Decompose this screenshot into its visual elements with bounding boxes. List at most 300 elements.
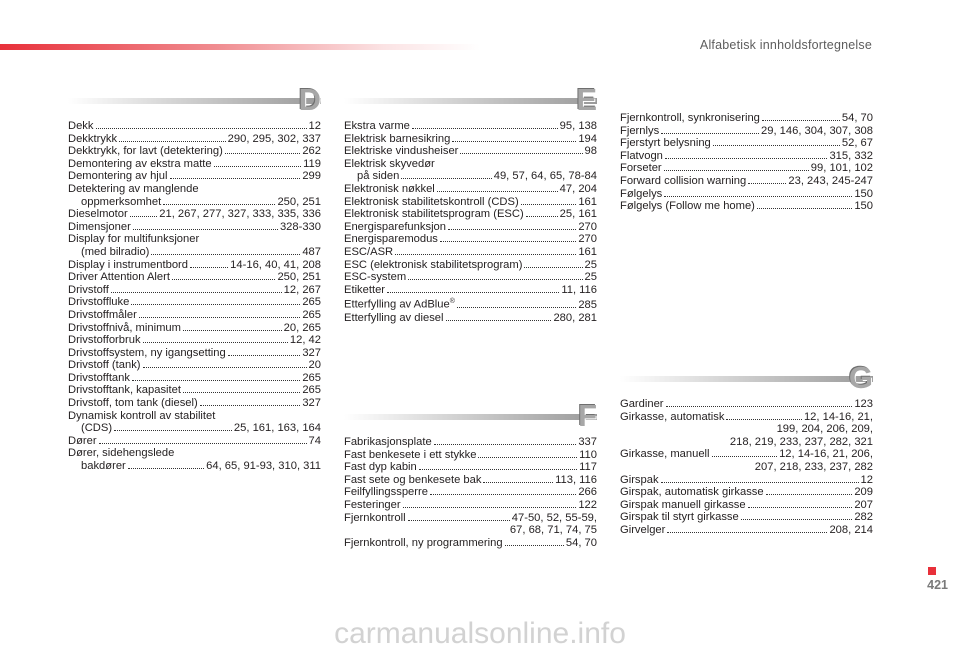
- entry-term-text: Gardiner: [620, 398, 664, 410]
- entry-pages: 11, 116: [561, 283, 597, 296]
- dot-leader: [99, 443, 307, 444]
- entry-term-text: Fabrikasjonsplate: [344, 436, 432, 448]
- dot-leader: [133, 229, 278, 230]
- entry-pages: 123: [854, 398, 873, 410]
- dot-leader: [437, 191, 558, 192]
- dot-leader: [748, 507, 853, 508]
- entry-pages: 99, 101, 102: [810, 162, 873, 175]
- index-entry: [68, 133, 321, 146]
- index-entry: [344, 537, 597, 550]
- dot-leader: [170, 178, 301, 179]
- entry-term-text: ESC/ASR: [344, 245, 394, 258]
- entry-term-text: Demontering av hjul: [68, 170, 168, 183]
- entry-pages: 110: [579, 448, 597, 461]
- entry-term-text: Forseter: [620, 162, 662, 175]
- entry-term: [620, 511, 739, 524]
- index-entry: [344, 486, 597, 499]
- index-entry: [68, 309, 321, 322]
- dot-leader: [713, 145, 840, 146]
- entry-term: [68, 120, 94, 133]
- entry-pages: 327: [302, 346, 321, 359]
- dot-leader: [757, 208, 852, 209]
- index-entry: [68, 347, 321, 360]
- page-number: 421: [927, 578, 948, 592]
- entry-pages: 47, 204: [559, 182, 597, 195]
- entry-pages: 14-16, 40, 41, 208: [230, 258, 321, 271]
- entry-term-text: Dekktrykk, for lavt (detektering): [68, 145, 223, 158]
- entry-term: [344, 512, 406, 525]
- index-entry: [620, 474, 873, 487]
- entry-term-text: Fast dyp kabin: [344, 461, 417, 474]
- dot-leader: [228, 355, 301, 356]
- entry-term: [620, 486, 764, 499]
- dot-leader: [661, 133, 759, 134]
- entry-term-text: Girkasse, automatisk: [620, 410, 725, 423]
- entry-term-text: Drivstoffmåler: [68, 308, 137, 321]
- entry-pages: 150: [854, 200, 873, 213]
- index-entry-heading: Dynamisk kontroll av stabilitet: [68, 409, 216, 422]
- dot-leader: [387, 292, 559, 293]
- entry-term-text: Dieselmotor: [68, 208, 128, 221]
- dot-leader: [163, 204, 275, 205]
- entry-pages-continued: 218, 219, 233, 237, 282, 321: [729, 435, 873, 448]
- index-entry: [344, 183, 597, 196]
- entry-term-text: Girvelger: [620, 523, 666, 536]
- dot-leader: [119, 141, 226, 142]
- entry-term-text: oppmerksomhet: [81, 195, 162, 208]
- entry-pages: 12: [860, 473, 873, 486]
- dot-leader: [741, 519, 853, 520]
- entry-term-text: Elektronisk nøkkel: [344, 182, 435, 195]
- entry-term-text: Drivstoffsystem, ny igangsetting: [68, 346, 226, 359]
- dot-leader: [762, 120, 840, 121]
- entry-term: [68, 334, 141, 347]
- index-entry: [68, 284, 321, 297]
- entry-pages: 25, 161, 163, 164: [233, 422, 321, 435]
- entry-term: [344, 284, 385, 297]
- dot-leader: [664, 196, 852, 197]
- index-entry: [68, 460, 321, 473]
- entry-term-text: Dimensjoner: [68, 220, 131, 233]
- entry-term-text: Girkasse, manuell: [620, 448, 710, 461]
- dot-leader: [726, 419, 802, 420]
- index-entry-heading: Elektrisk skyvedør: [344, 157, 435, 170]
- index-entry-list: [620, 112, 873, 213]
- entry-pages: 25, 161: [559, 208, 597, 221]
- index-entry: [344, 246, 597, 259]
- index-entry: [620, 486, 873, 499]
- watermark-text: carmanualsonline.info: [334, 617, 626, 650]
- entry-term: [344, 196, 519, 209]
- entry-term: [344, 221, 446, 234]
- entry-pages: 54, 70: [841, 112, 873, 124]
- entry-pages: 54, 70: [565, 536, 597, 549]
- entry-term: [81, 196, 161, 209]
- entry-term: [620, 474, 659, 487]
- entry-pages: 122: [578, 498, 597, 511]
- entry-term: [344, 499, 401, 512]
- entry-pages: 20, 265: [283, 321, 321, 334]
- index-entry: [68, 145, 321, 158]
- entry-term: [68, 271, 170, 284]
- entry-term: [620, 162, 662, 175]
- entry-term-text: Elektronisk stabilitetskontroll (CDS): [344, 195, 519, 208]
- entry-term: [344, 208, 524, 221]
- dot-leader: [446, 320, 552, 321]
- entry-term-text: Fjernlys: [620, 124, 660, 137]
- index-entry: [344, 512, 597, 525]
- section-divider: [344, 414, 597, 420]
- dot-leader: [214, 166, 302, 167]
- dot-leader: [172, 279, 275, 280]
- index-entry: [620, 499, 873, 512]
- entry-term: [68, 322, 181, 335]
- entry-pages: 23, 243, 245-247: [788, 174, 873, 187]
- entry-term: [620, 188, 662, 201]
- index-entry: [68, 158, 321, 171]
- entry-pages: 98: [584, 145, 597, 158]
- entry-term: [81, 460, 126, 473]
- entry-term: [344, 120, 410, 133]
- index-entry: [68, 422, 321, 435]
- dot-leader: [460, 153, 582, 154]
- registered-mark: ®: [449, 298, 455, 306]
- dot-leader: [183, 330, 282, 331]
- entry-term: [344, 449, 476, 462]
- entry-pages: 113, 116: [555, 473, 597, 486]
- index-entry: [68, 120, 321, 133]
- dot-leader: [664, 170, 809, 171]
- entry-term-text: Fast sete og benkesete bak: [344, 473, 482, 486]
- dot-leader: [478, 457, 577, 458]
- index-entry: [344, 196, 597, 209]
- section-letter: G: [848, 360, 873, 395]
- index-entry-list: [68, 120, 321, 473]
- entry-pages: 262: [302, 145, 321, 158]
- entry-term-text: Etiketter: [344, 283, 386, 296]
- entry-term: [620, 448, 710, 461]
- dot-leader: [748, 183, 786, 184]
- dot-leader: [440, 241, 576, 242]
- dot-leader: [132, 380, 300, 381]
- index-entry: [344, 208, 597, 221]
- entry-term-text: Demontering av ekstra matte: [68, 157, 212, 170]
- dot-leader: [665, 158, 828, 159]
- section-header: [620, 360, 873, 396]
- entry-term: [620, 499, 746, 512]
- entry-term-text: Fjernkontroll, ny programmering: [344, 536, 503, 549]
- dot-leader: [521, 204, 577, 205]
- entry-pages: 282: [854, 511, 873, 524]
- entry-pages: 285: [578, 299, 597, 312]
- entry-term-text: Ekstra varme: [344, 120, 410, 132]
- entry-term: [68, 170, 168, 183]
- index-entry: [344, 296, 597, 311]
- entry-term: [68, 158, 212, 171]
- index-entry: [344, 271, 597, 284]
- section-letter: D: [298, 82, 321, 117]
- dot-leader: [434, 444, 577, 445]
- entry-term-text: Drivstofforbruk: [68, 334, 141, 347]
- index-entry: [344, 312, 597, 325]
- entry-pages: 266: [578, 486, 597, 499]
- entry-pages: 12: [308, 120, 321, 132]
- entry-pages: 299: [302, 170, 321, 183]
- dot-leader: [111, 292, 282, 293]
- entry-term-text: Drivstoffnivå, minimum: [68, 321, 181, 334]
- entry-term-text: Energisparefunksjon: [344, 220, 446, 233]
- section-divider: [620, 376, 873, 382]
- header-accent-bar: [0, 44, 480, 50]
- entry-pages-continued: 207, 218, 233, 237, 282: [754, 460, 873, 473]
- index-entry: [620, 150, 873, 163]
- entry-pages: 265: [302, 308, 321, 321]
- index-entry: [68, 246, 321, 259]
- index-section-g: [620, 360, 873, 537]
- entry-pages: 29, 146, 304, 307, 308: [761, 124, 873, 137]
- entry-term: [344, 312, 444, 325]
- index-entry: [620, 125, 873, 138]
- entry-term: [68, 145, 223, 158]
- index-entry: [68, 296, 321, 309]
- entry-term-text: Fjerstyrt belysning: [620, 137, 711, 150]
- index-entry: [620, 188, 873, 201]
- index-entry: [344, 449, 597, 462]
- dot-leader: [143, 367, 307, 368]
- entry-term-text: Feilfyllingssperre: [344, 486, 428, 499]
- index-entry-heading: Display for multifunksjoner: [68, 233, 200, 246]
- entry-pages: 150: [854, 187, 873, 200]
- dot-leader: [452, 141, 576, 142]
- entry-pages: 25: [584, 258, 597, 271]
- entry-pages: 49, 57, 64, 65, 78-84: [493, 170, 597, 183]
- entry-term: [620, 125, 659, 138]
- entry-term: [620, 175, 746, 188]
- section-divider: [68, 98, 321, 104]
- entry-pages: 270: [578, 233, 597, 246]
- entry-pages: 337: [578, 436, 597, 448]
- entry-term-text: på siden: [357, 170, 400, 183]
- dot-leader: [408, 520, 510, 521]
- index-entry: [344, 436, 597, 449]
- dot-leader: [712, 456, 778, 457]
- entry-pages: 161: [578, 195, 597, 208]
- dot-leader: [114, 430, 232, 431]
- index-entry: [344, 120, 597, 133]
- section-letter: F: [578, 398, 597, 433]
- entry-term: [620, 112, 760, 125]
- page-header-title: Alfabetisk innholdsfortegnelse: [699, 38, 872, 52]
- entry-term: [620, 150, 663, 163]
- section-header: [68, 82, 321, 118]
- index-entry: [620, 524, 873, 537]
- dot-leader: [131, 304, 300, 305]
- entry-pages: 119: [303, 157, 321, 170]
- entry-pages: 47-50, 52, 55-59,: [511, 511, 597, 524]
- entry-term: [620, 398, 664, 411]
- dot-leader: [430, 494, 576, 495]
- dot-leader: [225, 153, 301, 154]
- entry-term: [344, 486, 428, 499]
- entry-term-text: (med bilradio): [81, 245, 150, 258]
- entry-pages: 250, 251: [277, 195, 321, 208]
- index-entry-list: [344, 436, 597, 549]
- dot-leader: [408, 279, 582, 280]
- entry-term-text: Dekktrykk: [68, 132, 118, 145]
- entry-pages: 328-330: [279, 220, 321, 233]
- entry-pages: 95, 138: [559, 120, 597, 132]
- entry-term-text: Følgelys (Follow me home): [620, 200, 755, 213]
- entry-term-text: Drivstoff, tom tank (diesel): [68, 397, 198, 410]
- dot-leader: [401, 178, 491, 179]
- index-entry: [68, 221, 321, 234]
- section-header: [344, 398, 597, 434]
- dot-leader: [395, 254, 576, 255]
- entry-term: [68, 359, 141, 372]
- entry-term-text: Følgelys: [620, 187, 663, 200]
- entry-term-text: Etterfylling av diesel: [344, 311, 444, 324]
- index-entry: [68, 397, 321, 410]
- index-entry: [620, 411, 873, 424]
- index-entry: [344, 133, 597, 146]
- index-entry: [620, 112, 873, 125]
- dot-leader: [766, 494, 853, 495]
- dot-leader: [139, 317, 301, 318]
- index-entry: [344, 499, 597, 512]
- entry-pages: 265: [302, 296, 321, 309]
- entry-pages: 250, 251: [277, 271, 321, 284]
- index-entry: [620, 398, 873, 411]
- entry-term: [344, 474, 481, 487]
- index-entry: [620, 511, 873, 524]
- entry-term: [357, 170, 399, 183]
- entry-term-text: Fjernkontroll, synkronisering: [620, 112, 760, 124]
- entry-term: [620, 200, 755, 213]
- dot-leader: [412, 128, 558, 129]
- entry-term-text: Drivstoff: [68, 283, 109, 296]
- dot-leader: [183, 392, 300, 393]
- entry-term-text: Girspak manuell girkasse: [620, 498, 746, 511]
- entry-term: [68, 347, 226, 360]
- entry-term: [344, 233, 438, 246]
- entry-term: [68, 208, 128, 221]
- entry-term-text: Etterfylling av AdBlue: [344, 299, 450, 312]
- entry-term: [68, 397, 198, 410]
- entry-term-text: Energisparemodus: [344, 233, 438, 246]
- entry-term-text: Girspak til styrt girkasse: [620, 511, 739, 524]
- index-entry: [620, 137, 873, 150]
- index-entry: [344, 221, 597, 234]
- entry-term-text: Drivstofftank, kapasitet: [68, 384, 181, 397]
- entry-term: [81, 422, 112, 435]
- entry-term-text: Forward collision warning: [620, 174, 747, 187]
- dot-leader: [457, 307, 576, 308]
- dot-leader: [200, 405, 301, 406]
- entry-pages: 270: [578, 220, 597, 233]
- entry-term: [344, 461, 417, 474]
- index-entry: [344, 233, 597, 246]
- entry-term: [344, 537, 503, 550]
- index-entry: [68, 334, 321, 347]
- entry-pages: 208, 214: [829, 523, 873, 536]
- dot-leader: [151, 254, 300, 255]
- index-entry-heading: Detektering av manglende: [68, 182, 199, 195]
- dot-leader: [96, 128, 307, 129]
- index-entry: [68, 384, 321, 397]
- dot-leader: [661, 482, 859, 483]
- index-entry: [68, 322, 321, 335]
- entry-pages-continued: 67, 68, 71, 74, 75: [509, 524, 597, 537]
- index-entry: [620, 162, 873, 175]
- entry-pages: 74: [308, 434, 321, 447]
- entry-term-text: Elektriske vindusheiser: [344, 145, 459, 158]
- entry-term: [344, 259, 522, 272]
- dot-leader: [524, 267, 582, 268]
- dot-leader: [667, 532, 827, 533]
- entry-term-text: Dører: [68, 434, 97, 447]
- index-entry-list: [344, 120, 597, 324]
- dot-leader: [190, 267, 228, 268]
- index-entry: [68, 208, 321, 221]
- index-entry: [68, 259, 321, 272]
- index-entry: [68, 372, 321, 385]
- dot-leader: [130, 216, 158, 217]
- index-entry: [344, 474, 597, 487]
- index-entry-list: [620, 398, 873, 537]
- entry-pages: 52, 67: [841, 137, 873, 150]
- index-entry: [68, 359, 321, 372]
- entry-pages: 290, 295, 302, 337: [227, 132, 321, 145]
- entry-term: [620, 137, 711, 150]
- entry-term: [68, 435, 97, 448]
- entry-pages: 265: [302, 371, 321, 384]
- entry-pages: 64, 65, 91-93, 310, 311: [206, 460, 321, 473]
- entry-term: [68, 284, 109, 297]
- entry-pages: 12, 14-16, 21,: [803, 410, 873, 423]
- entry-pages: 117: [579, 461, 597, 474]
- index-entry: [344, 145, 597, 158]
- entry-term-text: Drivstoffluke: [68, 296, 130, 309]
- entry-term: [620, 524, 665, 537]
- dot-leader: [448, 229, 576, 230]
- section-divider: [344, 98, 597, 104]
- entry-term-text: Display i instrumentbord: [68, 258, 189, 271]
- entry-pages: 194: [578, 132, 597, 145]
- dot-leader: [666, 406, 853, 407]
- entry-pages: 327: [302, 397, 321, 410]
- index-entry: [344, 461, 597, 474]
- entry-pages: 21, 267, 277, 327, 333, 335, 336: [159, 208, 321, 221]
- entry-term: [81, 246, 149, 259]
- entry-term: [620, 411, 724, 424]
- entry-term: [68, 372, 130, 385]
- entry-term: [344, 145, 458, 158]
- index-section-e: [344, 82, 597, 324]
- section-letter: E: [576, 82, 597, 117]
- index-section-f: [344, 398, 597, 549]
- entry-term-text: Girspak: [620, 473, 659, 486]
- index-section-f-continued: [620, 112, 873, 213]
- entry-term: [68, 296, 129, 309]
- entry-term: [68, 384, 181, 397]
- entry-term: [68, 133, 117, 146]
- entry-term-text: Drivstofftank: [68, 371, 130, 384]
- entry-term: [344, 436, 432, 449]
- entry-pages: 280, 281: [553, 311, 597, 324]
- entry-term: [344, 246, 393, 259]
- entry-pages: 20: [308, 359, 321, 372]
- dot-leader: [505, 545, 564, 546]
